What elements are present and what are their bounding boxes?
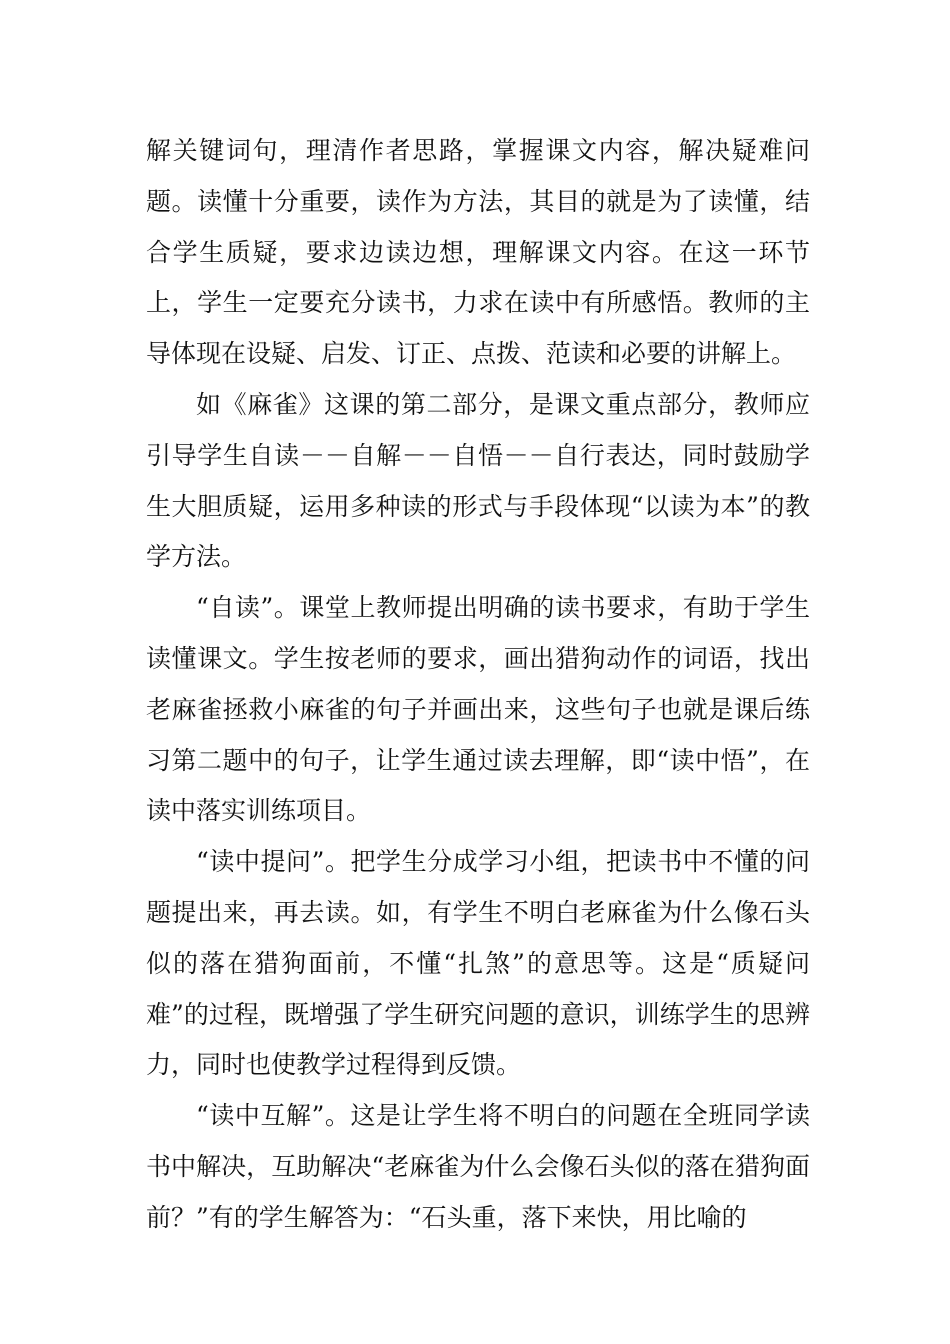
paragraph-2: 如《麻雀》这课的第二部分，是课文重点部分，教师应引导学生自读－－自解－－自悟－－自行表达，同时鼓励学生大胆质疑，运用多种读的形式与手段体现“以读为本”的教学方法。 xyxy=(146,389,810,572)
paragraph-3: “自读”。课堂上教师提出明确的读书要求，有助于学生读懂课文。学生按老师的要求，画出猎狗动作的词语，找出老麻雀拯救小麻雀的句子并画出来，这些句子也就是课后练习第二题中的句子，让学生通过读去理解，即“读中悟”，在读中落实训练项目。 xyxy=(146,593,810,826)
paragraph-5: “读中互解”。这是让学生将不明白的问题在全班同学读书中解决，互助解决“老麻雀为什么会像石头似的落在猎狗面前？”有的学生解答为：“石头重，落下来快，用比喻的 xyxy=(146,1101,810,1232)
paragraph-1: 解关键词句，理清作者思路，掌握课文内容，解决疑难问题。读懂十分重要，读作为方法，其目的就是为了读懂，结合学生质疑，要求边读边想，理解课文内容。在这一环节上，学生一定要充分读书，力求在读中有所感悟。教师的主导体现在设疑、启发、订正、点拨、范读和必要的讲解上。 xyxy=(146,136,810,369)
paragraph-4: “读中提问”。把学生分成学习小组，把读书中不懂的问题提出来，再去读。如，有学生不明白老麻雀为什么像石头似的落在猎狗面前，不懂“扎煞”的意思等。这是“质疑问难”的过程，既增强了学生研究问题的意识，训练学生的思辨力，同时也使教学过程得到反馈。 xyxy=(146,847,810,1080)
body-text xyxy=(146,126,810,1244)
